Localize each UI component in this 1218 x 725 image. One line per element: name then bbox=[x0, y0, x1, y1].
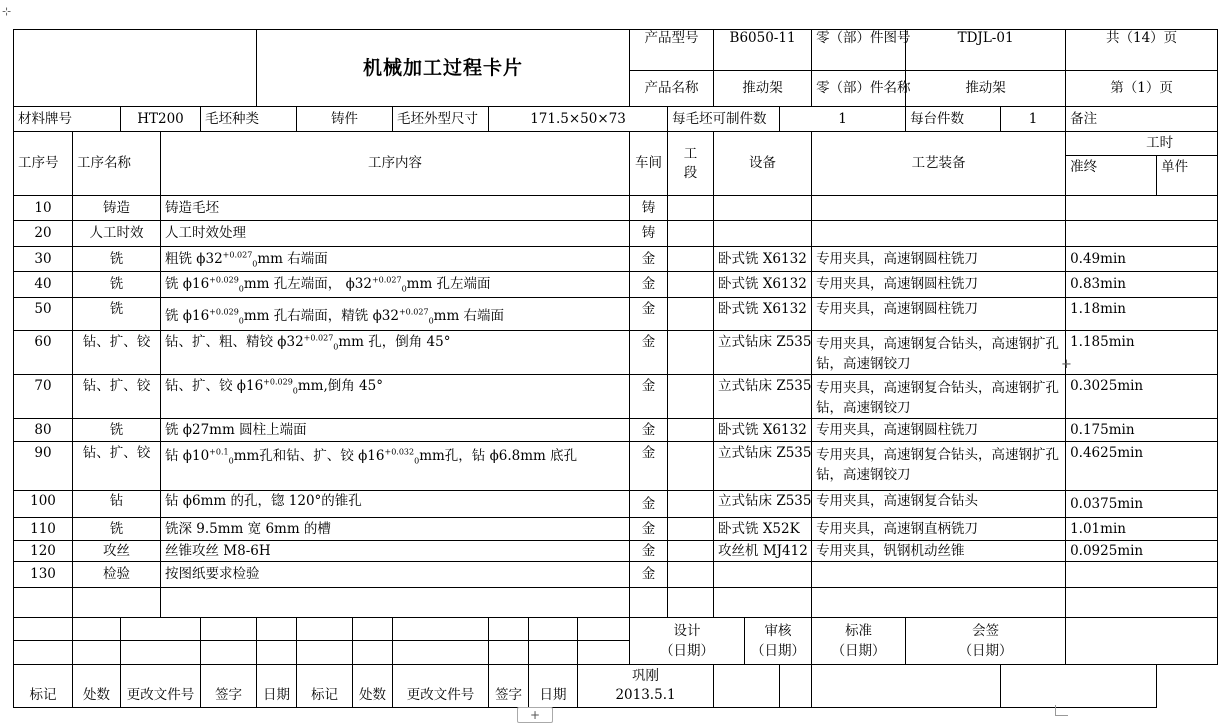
footer-date-2: 日期 bbox=[529, 665, 578, 708]
footer-change-doc: 更改文件号 bbox=[121, 665, 201, 708]
designer-signature: 巩刚 2013.5.1 bbox=[578, 665, 714, 708]
total-pages: 共（14）页 bbox=[1066, 30, 1218, 71]
part-name-label: 零（部）件名称 bbox=[812, 71, 906, 107]
header-equipment: 设备 bbox=[714, 132, 812, 196]
blank-type: 铸件 bbox=[297, 107, 393, 132]
table-row: 110 铣 铣深 9.5mm 宽 6mm 的槽 金 卧式铣 X52K 专用夹具，高速钢直柄铣刀 1.01min bbox=[14, 518, 1218, 541]
table-row: 120 攻丝 丝锥攻丝 M8-6H 金 攻丝机 MJ412 专用夹具，钒钢机动丝锥 0.0925min bbox=[14, 541, 1218, 562]
table-row: 70 钻、扩、铰 钻、扩、铰 $\phi 16^{+0.029}_0mm$,倒角 45° 金 立式钻床 Z535 专用夹具，高速钢复合钻头，高速钢扩孔钻，高速钢铰刀 0.3025min bbox=[14, 375, 1218, 419]
product-name: 推动架 bbox=[714, 71, 812, 107]
table-row: 90 钻、扩、铰 钻 $\phi 10^{+0.1}_0mm$孔和钻、扩、铰 $\phi 16^{+0.032}_0mm$孔，钻 ϕ6.8mm 底孔 金 立式钻床 Z535 专用夹具，高速钢复合钻头，高速钢扩孔钻，高速钢铰刀 0.4625min bbox=[14, 442, 1218, 491]
design-signoff: 设计 （日期） bbox=[630, 618, 745, 665]
blank-type-label: 毛坯种类 bbox=[201, 107, 297, 132]
header-op-name: 工序名称 bbox=[73, 132, 161, 196]
header-time: 工时 bbox=[1066, 132, 1218, 156]
table-row: 60 钻、扩、铰 钻、扩、粗、精铰 $\phi 32^{+0.027}_0mm$ 孔，倒角 45° 金 立式钻床 Z535 专用夹具，高速钢复合钻头，高速钢扩孔钻，高速钢铰刀 1.185min bbox=[14, 331, 1218, 375]
product-model-label: 产品型号 bbox=[630, 30, 714, 71]
process-card bbox=[13, 29, 1189, 708]
product-name-label: 产品名称 bbox=[630, 71, 714, 107]
page-number: 第（1）页 bbox=[1066, 71, 1218, 107]
table-row: 10 铸造 铸造毛坯 铸 bbox=[14, 196, 1218, 221]
header-tooling: 工艺装备 bbox=[812, 132, 1066, 196]
table-row: 130 检验 按图纸要求检验 金 bbox=[14, 562, 1218, 588]
header-unit-time: 单件 bbox=[1157, 156, 1218, 196]
blank-size: 171.5×50×73 bbox=[489, 107, 668, 132]
table-row: 20 人工时效 人工时效处理 铸 bbox=[14, 221, 1218, 247]
process-card-table bbox=[13, 29, 1218, 708]
header-workshop: 车间 bbox=[630, 132, 668, 196]
footer-count-2: 处数 bbox=[353, 665, 393, 708]
header-content: 工序内容 bbox=[161, 132, 630, 196]
product-model: B6050-11 bbox=[714, 30, 812, 71]
footer-sign-2: 签字 bbox=[489, 665, 529, 708]
card-title: 机械加工过程卡片 bbox=[257, 30, 630, 107]
footer-change-doc-2: 更改文件号 bbox=[393, 665, 489, 708]
footer-date: 日期 bbox=[257, 665, 297, 708]
table-row: 80 铣 铣 ϕ27mm 圆柱上端面 金 卧式铣 X6132 专用夹具，高速钢圆柱铣刀 0.175min bbox=[14, 419, 1218, 442]
table-row: 50 铣 铣 $\phi 16^{+0.029}_0mm$ 孔右端面，精铣 $\phi 32^{+0.027}_0mm$ 右端面 金 卧式铣 X6132 专用夹具，高速钢圆柱铣刀 1.18min bbox=[14, 298, 1218, 331]
header-prep-time: 准终 bbox=[1066, 156, 1157, 196]
header-op-no: 工序号 bbox=[14, 132, 73, 196]
per-blank-label: 每毛坯可制件数 bbox=[668, 107, 780, 132]
header-section: 工 段 bbox=[668, 132, 714, 196]
table-row: 100 钻 钻 ϕ6mm 的孔，锪 120°的锥孔 金 立式钻床 Z535 专用夹具，高速钢复合钻头 0.0375min bbox=[14, 491, 1218, 518]
remark-label: 备注 bbox=[1066, 107, 1218, 132]
add-column-icon[interactable]: + bbox=[1061, 357, 1072, 372]
footer-mark-2: 标记 bbox=[297, 665, 353, 708]
add-row-button[interactable]: + bbox=[517, 707, 553, 723]
table-row bbox=[14, 588, 1218, 618]
review-signoff: 审核 （日期） bbox=[745, 618, 812, 665]
table-move-handle-icon[interactable]: ⊹ bbox=[2, 5, 12, 18]
blank-cell bbox=[14, 30, 257, 107]
part-name: 推动架 bbox=[906, 71, 1066, 107]
footer-sign: 签字 bbox=[201, 665, 257, 708]
material-grade: HT200 bbox=[121, 107, 201, 132]
table-row: 30 铣 粗铣 $\phi 32^{+0.027}_0mm$ 右端面 金 卧式铣 X6132 专用夹具，高速钢圆柱铣刀 0.49min bbox=[14, 247, 1218, 272]
per-unit: 1 bbox=[1001, 107, 1066, 132]
part-drawing: TDJL-01 bbox=[906, 30, 1066, 71]
material-grade-label: 材料牌号 bbox=[14, 107, 121, 132]
resize-handle-icon[interactable] bbox=[1055, 705, 1068, 716]
table-row: 40 铣 铣 $\phi 16^{+0.029}_0mm$ 孔左端面， $\phi 32^{+0.027}_0mm$ 孔左端面 金 卧式铣 X6132 专用夹具，高速钢圆柱铣刀 0.83min bbox=[14, 272, 1218, 298]
per-blank: 1 bbox=[780, 107, 906, 132]
footer-mark: 标记 bbox=[14, 665, 73, 708]
part-drawing-label: 零（部）件图号 bbox=[812, 30, 906, 71]
per-unit-label: 每台件数 bbox=[906, 107, 1001, 132]
countersign-signoff: 会签 （日期） bbox=[906, 618, 1066, 665]
standard-signoff: 标准 （日期） bbox=[812, 618, 906, 665]
footer-count: 处数 bbox=[73, 665, 121, 708]
blank-size-label: 毛坯外型尺寸 bbox=[393, 107, 489, 132]
